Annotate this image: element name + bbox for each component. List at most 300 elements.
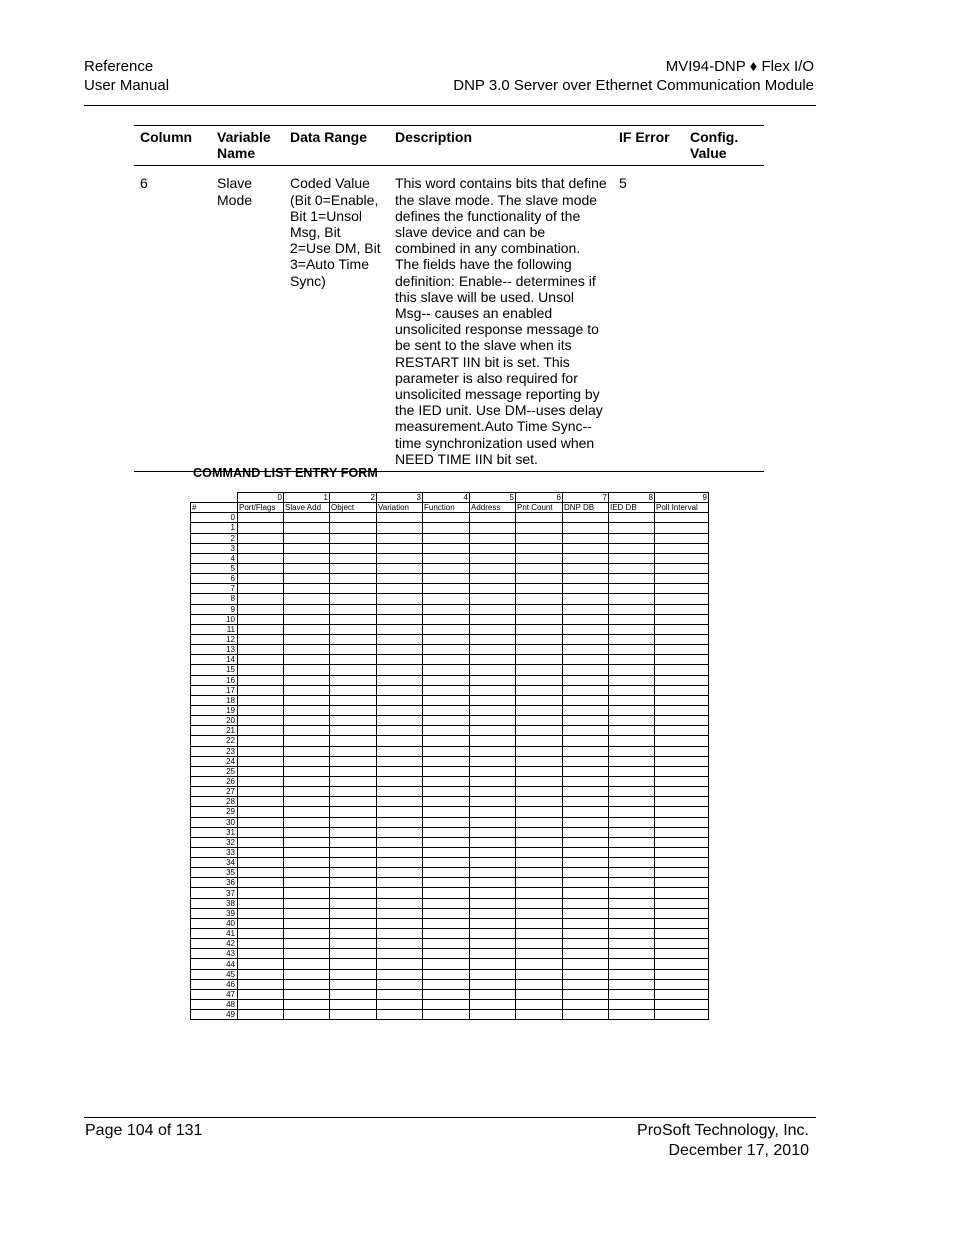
grid-entry-cell bbox=[238, 807, 284, 817]
grid-entry-cell bbox=[563, 1000, 609, 1010]
grid-entry-cell bbox=[609, 989, 655, 999]
grid-entry-cell bbox=[330, 878, 377, 888]
grid-entry-cell bbox=[423, 1010, 470, 1020]
grid-entry-cell bbox=[563, 634, 609, 644]
grid-entry-cell bbox=[423, 553, 470, 563]
grid-entry-cell bbox=[423, 543, 470, 553]
grid-entry-cell bbox=[423, 736, 470, 746]
grid-entry-cell bbox=[330, 776, 377, 786]
grid-entry-cell bbox=[609, 594, 655, 604]
grid-row-number: 1 bbox=[191, 523, 238, 533]
table-row bbox=[191, 553, 709, 563]
grid-entry-cell bbox=[238, 716, 284, 726]
grid-entry-cell bbox=[377, 705, 423, 715]
grid-entry-cell bbox=[516, 989, 563, 999]
grid-column-name: Pnt Count bbox=[516, 503, 563, 513]
table-row bbox=[191, 888, 709, 898]
grid-entry-cell bbox=[238, 695, 284, 705]
grid-row-number: 8 bbox=[191, 594, 238, 604]
table-row bbox=[191, 1010, 709, 1020]
table-row bbox=[191, 807, 709, 817]
grid-entry-cell bbox=[330, 888, 377, 898]
grid-entry-cell bbox=[609, 1010, 655, 1020]
grid-entry-cell bbox=[423, 868, 470, 878]
grid-entry-cell bbox=[377, 513, 423, 523]
grid-entry-cell bbox=[377, 574, 423, 584]
grid-row-number: 22 bbox=[191, 736, 238, 746]
grid-column-number: 5 bbox=[470, 493, 516, 503]
header-if-error: IF Error bbox=[613, 126, 684, 166]
grid-entry-cell bbox=[655, 878, 709, 888]
grid-entry-cell bbox=[516, 604, 563, 614]
grid-entry-cell bbox=[655, 847, 709, 857]
grid-entry-cell bbox=[238, 736, 284, 746]
grid-entry-cell bbox=[330, 645, 377, 655]
grid-entry-cell bbox=[516, 553, 563, 563]
grid-entry-cell bbox=[609, 847, 655, 857]
grid-entry-cell bbox=[423, 888, 470, 898]
grid-entry-cell bbox=[470, 584, 516, 594]
grid-entry-cell bbox=[238, 705, 284, 715]
grid-entry-cell bbox=[284, 797, 330, 807]
grid-entry-cell bbox=[655, 868, 709, 878]
grid-entry-cell bbox=[423, 989, 470, 999]
grid-column-name: Variation bbox=[377, 503, 423, 513]
header-description: Description bbox=[389, 126, 613, 166]
grid-entry-cell bbox=[563, 726, 609, 736]
grid-entry-cell bbox=[330, 705, 377, 715]
header-variable-name: Variable Name bbox=[211, 126, 284, 166]
header-divider bbox=[84, 105, 816, 106]
grid-entry-cell bbox=[377, 797, 423, 807]
cell-if-error: 5 bbox=[613, 166, 684, 472]
grid-entry-cell bbox=[516, 543, 563, 553]
grid-entry-cell bbox=[609, 533, 655, 543]
grid-entry-cell bbox=[238, 584, 284, 594]
grid-entry-cell bbox=[238, 898, 284, 908]
cell-column: 6 bbox=[134, 166, 211, 472]
grid-column-number: 0 bbox=[238, 493, 284, 503]
grid-entry-cell bbox=[516, 756, 563, 766]
grid-entry-cell bbox=[377, 929, 423, 939]
grid-entry-cell bbox=[238, 563, 284, 573]
grid-entry-cell bbox=[563, 543, 609, 553]
grid-entry-cell bbox=[609, 736, 655, 746]
grid-entry-cell bbox=[377, 584, 423, 594]
grid-entry-cell bbox=[238, 817, 284, 827]
grid-entry-cell bbox=[423, 533, 470, 543]
grid-row-number: 37 bbox=[191, 888, 238, 898]
grid-entry-cell bbox=[563, 776, 609, 786]
grid-entry-cell bbox=[423, 614, 470, 624]
grid-entry-cell bbox=[284, 989, 330, 999]
grid-entry-cell bbox=[609, 797, 655, 807]
table-row bbox=[191, 756, 709, 766]
grid-entry-cell bbox=[377, 553, 423, 563]
grid-entry-cell bbox=[655, 614, 709, 624]
grid-entry-cell bbox=[563, 513, 609, 523]
grid-entry-cell bbox=[423, 685, 470, 695]
grid-entry-cell bbox=[563, 533, 609, 543]
grid-entry-cell bbox=[330, 787, 377, 797]
grid-entry-cell bbox=[470, 756, 516, 766]
grid-entry-cell bbox=[470, 604, 516, 614]
grid-entry-cell bbox=[470, 827, 516, 837]
grid-entry-cell bbox=[377, 868, 423, 878]
table-row bbox=[191, 543, 709, 553]
grid-row-number: 41 bbox=[191, 929, 238, 939]
grid-entry-cell bbox=[330, 979, 377, 989]
table-row bbox=[191, 787, 709, 797]
grid-entry-cell bbox=[284, 543, 330, 553]
grid-entry-cell bbox=[377, 939, 423, 949]
grid-entry-cell bbox=[423, 827, 470, 837]
table-row bbox=[191, 726, 709, 736]
grid-row-number: 44 bbox=[191, 959, 238, 969]
grid-entry-cell bbox=[377, 979, 423, 989]
grid-entry-cell bbox=[423, 574, 470, 584]
grid-entry-cell bbox=[563, 827, 609, 837]
table-row bbox=[191, 513, 709, 523]
grid-entry-cell bbox=[238, 989, 284, 999]
grid-entry-cell bbox=[423, 655, 470, 665]
grid-entry-cell bbox=[609, 665, 655, 675]
grid-entry-cell bbox=[516, 837, 563, 847]
grid-entry-cell bbox=[330, 807, 377, 817]
grid-entry-cell bbox=[609, 756, 655, 766]
grid-entry-cell bbox=[330, 594, 377, 604]
grid-entry-cell bbox=[330, 533, 377, 543]
grid-entry-cell bbox=[655, 898, 709, 908]
grid-entry-cell bbox=[655, 1010, 709, 1020]
grid-entry-cell bbox=[655, 989, 709, 999]
footer-divider bbox=[84, 1117, 816, 1118]
grid-entry-cell bbox=[238, 533, 284, 543]
grid-entry-cell bbox=[238, 827, 284, 837]
table-row bbox=[191, 766, 709, 776]
grid-entry-cell bbox=[423, 939, 470, 949]
table-row bbox=[191, 624, 709, 634]
grid-column-number: 2 bbox=[330, 493, 377, 503]
grid-entry-cell bbox=[609, 776, 655, 786]
grid-entry-cell bbox=[330, 523, 377, 533]
grid-entry-cell bbox=[516, 705, 563, 715]
grid-entry-cell bbox=[563, 574, 609, 584]
grid-row-number: 43 bbox=[191, 949, 238, 959]
grid-entry-cell bbox=[238, 908, 284, 918]
grid-entry-cell bbox=[563, 665, 609, 675]
grid-entry-cell bbox=[609, 705, 655, 715]
grid-entry-cell bbox=[516, 675, 563, 685]
grid-entry-cell bbox=[423, 858, 470, 868]
grid-row-number: 23 bbox=[191, 746, 238, 756]
grid-entry-cell bbox=[516, 766, 563, 776]
grid-entry-cell bbox=[470, 847, 516, 857]
grid-entry-cell bbox=[655, 533, 709, 543]
grid-entry-cell bbox=[284, 574, 330, 584]
grid-entry-cell bbox=[470, 716, 516, 726]
grid-entry-cell bbox=[655, 563, 709, 573]
grid-column-name: Slave Add bbox=[284, 503, 330, 513]
grid-entry-cell bbox=[423, 645, 470, 655]
grid-entry-cell bbox=[609, 513, 655, 523]
grid-entry-cell bbox=[655, 574, 709, 584]
table-row bbox=[191, 858, 709, 868]
grid-entry-cell bbox=[377, 787, 423, 797]
grid-entry-cell bbox=[377, 969, 423, 979]
grid-entry-cell bbox=[330, 827, 377, 837]
grid-entry-cell bbox=[609, 523, 655, 533]
grid-entry-cell bbox=[377, 837, 423, 847]
grid-entry-cell bbox=[423, 726, 470, 736]
grid-entry-cell bbox=[470, 939, 516, 949]
grid-row-number: 19 bbox=[191, 705, 238, 715]
grid-entry-cell bbox=[470, 776, 516, 786]
table-row bbox=[191, 533, 709, 543]
grid-entry-cell bbox=[423, 776, 470, 786]
grid-entry-cell bbox=[470, 695, 516, 705]
grid-entry-cell bbox=[377, 898, 423, 908]
grid-entry-cell bbox=[655, 675, 709, 685]
grid-entry-cell bbox=[563, 523, 609, 533]
grid-row-number: 20 bbox=[191, 716, 238, 726]
grid-entry-cell bbox=[330, 624, 377, 634]
grid-entry-cell bbox=[238, 949, 284, 959]
command-form-title: COMMAND LIST ENTRY FORM bbox=[193, 466, 378, 480]
grid-entry-cell bbox=[470, 898, 516, 908]
grid-entry-cell bbox=[655, 523, 709, 533]
grid-entry-cell bbox=[516, 655, 563, 665]
grid-entry-cell bbox=[470, 563, 516, 573]
table-row bbox=[191, 614, 709, 624]
grid-entry-cell bbox=[470, 523, 516, 533]
grid-column-name: DNP DB bbox=[563, 503, 609, 513]
grid-entry-cell bbox=[609, 726, 655, 736]
grid-entry-cell bbox=[655, 584, 709, 594]
grid-entry-cell bbox=[377, 634, 423, 644]
grid-entry-cell bbox=[284, 969, 330, 979]
grid-entry-cell bbox=[470, 878, 516, 888]
grid-entry-cell bbox=[516, 878, 563, 888]
grid-entry-cell bbox=[423, 949, 470, 959]
grid-entry-cell bbox=[284, 584, 330, 594]
grid-entry-cell bbox=[655, 553, 709, 563]
grid-row-number: 25 bbox=[191, 766, 238, 776]
grid-entry-cell bbox=[563, 989, 609, 999]
grid-entry-cell bbox=[284, 756, 330, 766]
grid-entry-cell bbox=[284, 898, 330, 908]
grid-entry-cell bbox=[423, 675, 470, 685]
header-config-value: Config. Value bbox=[684, 126, 764, 166]
grid-entry-cell bbox=[563, 837, 609, 847]
grid-entry-cell bbox=[609, 553, 655, 563]
grid-row-number: 45 bbox=[191, 969, 238, 979]
grid-entry-cell bbox=[655, 929, 709, 939]
grid-entry-cell bbox=[377, 543, 423, 553]
header-product: MVI94-DNP ♦ Flex I/O bbox=[665, 58, 814, 75]
grid-entry-cell bbox=[238, 543, 284, 553]
table-row bbox=[191, 574, 709, 584]
grid-entry-cell bbox=[377, 817, 423, 827]
grid-entry-cell bbox=[516, 776, 563, 786]
grid-row-number: 46 bbox=[191, 979, 238, 989]
grid-entry-cell bbox=[330, 766, 377, 776]
grid-entry-cell bbox=[516, 634, 563, 644]
grid-entry-cell bbox=[470, 574, 516, 584]
grid-entry-cell bbox=[284, 736, 330, 746]
grid-entry-cell bbox=[470, 553, 516, 563]
grid-entry-cell bbox=[377, 675, 423, 685]
table-row bbox=[191, 645, 709, 655]
grid-entry-cell bbox=[563, 746, 609, 756]
grid-entry-cell bbox=[470, 766, 516, 776]
grid-entry-cell bbox=[284, 624, 330, 634]
grid-entry-cell bbox=[284, 929, 330, 939]
grid-row-number: 10 bbox=[191, 614, 238, 624]
grid-entry-cell bbox=[238, 665, 284, 675]
grid-entry-cell bbox=[284, 1010, 330, 1020]
grid-entry-cell bbox=[609, 787, 655, 797]
grid-entry-cell bbox=[516, 858, 563, 868]
grid-entry-cell bbox=[284, 533, 330, 543]
grid-entry-cell bbox=[655, 807, 709, 817]
table-row bbox=[191, 634, 709, 644]
grid-entry-cell bbox=[423, 523, 470, 533]
grid-entry-cell bbox=[423, 746, 470, 756]
table-row bbox=[191, 655, 709, 665]
grid-entry-cell bbox=[238, 858, 284, 868]
grid-entry-cell bbox=[377, 888, 423, 898]
table-row bbox=[134, 166, 764, 472]
grid-row-number: 47 bbox=[191, 989, 238, 999]
footer-right bbox=[637, 1121, 809, 1160]
grid-row-number: 3 bbox=[191, 543, 238, 553]
cell-description: This word contains bits that define the slave mode. The slave mode defines the functionality of the slave device and can be combined in any combination. The fields have the following definition: Enable-- determines if this slave will be used. Unsol Msg-- causes an enabled unsolicited response message to be sent to the slave when its RESTART IIN bit is set. This parameter is also required for unsolicited message reporting by the IED unit. Use DM--uses delay measurement.Auto Time Sync-- time synchronization used when NEED TIME IIN bit set. bbox=[389, 166, 613, 472]
grid-entry-cell bbox=[377, 736, 423, 746]
grid-entry-cell bbox=[563, 766, 609, 776]
grid-entry-cell bbox=[563, 918, 609, 928]
grid-entry-cell bbox=[609, 858, 655, 868]
grid-entry-cell bbox=[516, 918, 563, 928]
grid-entry-cell bbox=[470, 513, 516, 523]
grid-entry-cell bbox=[284, 614, 330, 624]
grid-entry-cell bbox=[377, 918, 423, 928]
grid-entry-cell bbox=[516, 624, 563, 634]
grid-entry-cell bbox=[470, 685, 516, 695]
grid-entry-cell bbox=[330, 797, 377, 807]
grid-entry-cell bbox=[377, 908, 423, 918]
command-list-form bbox=[190, 492, 709, 1020]
grid-entry-cell bbox=[423, 665, 470, 675]
grid-column-number: 4 bbox=[423, 493, 470, 503]
grid-entry-cell bbox=[330, 553, 377, 563]
grid-entry-cell bbox=[470, 655, 516, 665]
table-row bbox=[191, 878, 709, 888]
grid-entry-cell bbox=[563, 756, 609, 766]
grid-entry-cell bbox=[377, 614, 423, 624]
grid-entry-cell bbox=[330, 726, 377, 736]
grid-entry-cell bbox=[516, 594, 563, 604]
grid-entry-cell bbox=[516, 513, 563, 523]
grid-entry-cell bbox=[655, 959, 709, 969]
grid-row-number: 24 bbox=[191, 756, 238, 766]
grid-entry-cell bbox=[423, 929, 470, 939]
grid-entry-cell bbox=[284, 675, 330, 685]
table-row bbox=[191, 594, 709, 604]
grid-entry-cell bbox=[470, 645, 516, 655]
grid-entry-cell bbox=[470, 746, 516, 756]
cell-data-range: Coded Value (Bit 0=Enable, Bit 1=Unsol Msg, Bit 2=Use DM, Bit 3=Auto Time Sync) bbox=[284, 166, 389, 472]
footer-date: December 17, 2010 bbox=[668, 1141, 809, 1159]
grid-entry-cell bbox=[609, 746, 655, 756]
grid-entry-cell bbox=[516, 847, 563, 857]
grid-entry-cell bbox=[655, 908, 709, 918]
grid-entry-cell bbox=[655, 594, 709, 604]
grid-column-name: Port/Flags bbox=[238, 503, 284, 513]
grid-entry-cell bbox=[330, 1000, 377, 1010]
grid-entry-cell bbox=[377, 878, 423, 888]
grid-entry-cell bbox=[423, 604, 470, 614]
grid-entry-cell bbox=[563, 716, 609, 726]
grid-entry-cell bbox=[284, 553, 330, 563]
parameter-table bbox=[134, 125, 764, 472]
grid-row-number: 34 bbox=[191, 858, 238, 868]
grid-entry-cell bbox=[655, 888, 709, 898]
grid-entry-cell bbox=[655, 817, 709, 827]
grid-entry-cell bbox=[470, 705, 516, 715]
grid-row-number: 39 bbox=[191, 908, 238, 918]
grid-entry-cell bbox=[609, 908, 655, 918]
grid-entry-cell bbox=[609, 695, 655, 705]
grid-entry-cell bbox=[238, 604, 284, 614]
grid-entry-cell bbox=[516, 868, 563, 878]
grid-entry-cell bbox=[516, 969, 563, 979]
grid-entry-cell bbox=[330, 675, 377, 685]
grid-entry-cell bbox=[377, 533, 423, 543]
grid-entry-cell bbox=[423, 918, 470, 928]
grid-entry-cell bbox=[284, 807, 330, 817]
grid-column-number: 1 bbox=[284, 493, 330, 503]
grid-entry-cell bbox=[284, 949, 330, 959]
grid-entry-cell bbox=[655, 665, 709, 675]
grid-entry-cell bbox=[563, 807, 609, 817]
grid-row-number: 15 bbox=[191, 665, 238, 675]
grid-entry-cell bbox=[284, 645, 330, 655]
grid-entry-cell bbox=[516, 908, 563, 918]
grid-entry-cell bbox=[470, 969, 516, 979]
grid-entry-cell bbox=[330, 716, 377, 726]
table-row bbox=[191, 979, 709, 989]
grid-entry-cell bbox=[563, 979, 609, 989]
grid-entry-cell bbox=[284, 858, 330, 868]
grid-entry-cell bbox=[563, 624, 609, 634]
grid-entry-cell bbox=[470, 543, 516, 553]
grid-entry-cell bbox=[284, 817, 330, 827]
table-row bbox=[191, 939, 709, 949]
grid-entry-cell bbox=[609, 685, 655, 695]
grid-entry-cell bbox=[423, 695, 470, 705]
grid-entry-cell bbox=[238, 523, 284, 533]
grid-column-name-row bbox=[191, 503, 709, 513]
grid-entry-cell bbox=[330, 634, 377, 644]
grid-entry-cell bbox=[609, 563, 655, 573]
grid-entry-cell bbox=[655, 827, 709, 837]
grid-entry-cell bbox=[284, 655, 330, 665]
grid-entry-cell bbox=[377, 807, 423, 817]
grid-entry-cell bbox=[470, 797, 516, 807]
grid-entry-cell bbox=[284, 878, 330, 888]
grid-entry-cell bbox=[563, 949, 609, 959]
